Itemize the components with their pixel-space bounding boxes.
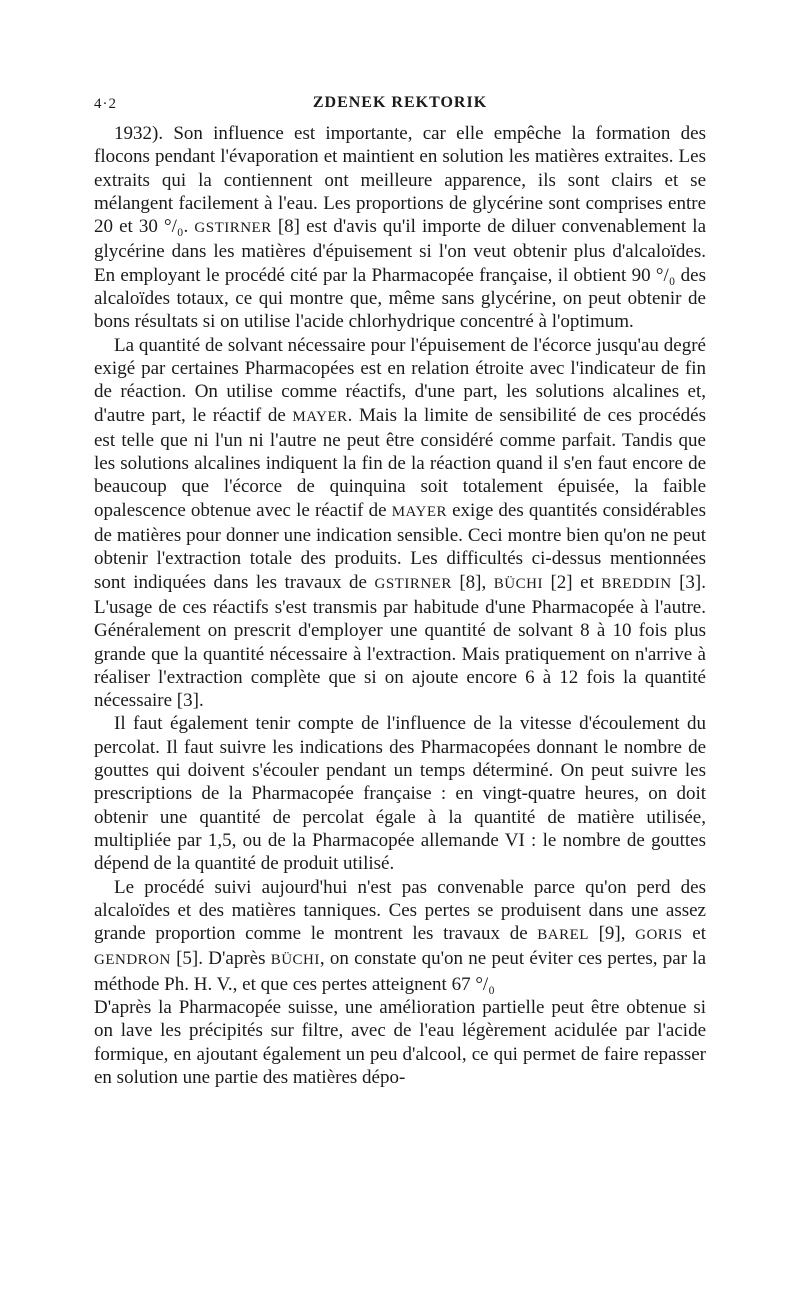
text-segment: , on constate qu'on ne peut éviter ces pertes, par la méthode Ph. H. V., et que ces pertes atteignent 67 °/₀ xyxy=(94,948,706,995)
author-name: GORIS xyxy=(635,927,683,944)
text-segment: Il faut également tenir compte de l'influence de la vitesse d'écoulement du percolat. Il faut suivre les indications des Pharmacopées donnant le nombre de gouttes qui doivent s'écouler pendant un temps déterminé. On peut suivre les prescriptions de la Pharmacopée française : en vingt-quatre heures, on doit obtenir une quantité de percolat égale à la quantité de matière utilisée, multipliée par 1,5, ou de la Pharmacopée allemande VI : le nombre de gouttes dépend de la quantité de produit utilisé. xyxy=(94,713,706,875)
author-name: MAYER xyxy=(391,503,447,520)
document-page xyxy=(94,92,706,1089)
author-name: BAREL xyxy=(537,927,589,944)
page-header xyxy=(94,92,706,122)
text-segment: Le procédé suivi aujourd'hui n'est pas convenable parce qu'on perd des alcaloïdes et des matières tanniques. Ces pertes se produisent dans une assez grande proportion comme le montrent les travaux de xyxy=(94,876,706,945)
paragraph-p2 xyxy=(94,334,706,713)
text-segment: exige des quantités considérables de matières pour donner une indication sensible. Ceci montre bien qu'on ne peut obtenir l'extraction totale des produits. Les difficultés ci-dessus mentionnées sont indiquées dans les travaux de xyxy=(94,499,706,593)
text-segment: [5]. D'après xyxy=(170,948,271,970)
text-segment: D'après la Pharmacopée suisse, une amélioration partielle peut être obtenue si on lave les précipités sur filtre, avec de l'eau légèrement acidulée par l'acide formique, en ajoutant également un peu d'alcool, ce qui permet de faire repasser en solution une partie des matières dépo- xyxy=(94,996,706,1088)
text-segment: [9], xyxy=(588,923,636,945)
author-name: GSTIRNER xyxy=(194,220,272,237)
author-name: BÜCHI xyxy=(270,952,320,969)
text-segment: et xyxy=(682,923,706,945)
paragraph-p1 xyxy=(94,122,706,334)
author-name: GENDRON xyxy=(94,952,171,969)
paragraph-p5 xyxy=(94,996,706,1089)
text-segment: . Mais la limite de sensibilité de ces procédés est telle que ni l'un ni l'autre ne peut être considéré comme parfait. Tandis que les solutions alcalines indiquent la fin de la réaction quand il s'en faut encore de beaucoup que l'écorce de quinquina soit totalement épuisée, la faible opalescence obtenue avec le réactif de xyxy=(94,404,707,521)
text-segment: [8] est d'avis qu'il importe de diluer convenablement la glycérine dans les matières d'épuisement si l'on veut obtenir plus d'alcaloïdes. En employant le procédé cité par la Pharmacopée française, il obtient 90 °/₀ des alcaloïdes totaux, ce qui montre que, même sans glycérine, on peut obtenir de bons résultats si on utilise l'acide chlorhydrique concentré à l'optimum. xyxy=(94,216,706,333)
text-segment: 1932). Son influence est importante, car elle empêche la formation des flocons pendant l'évaporation et maintient en solution les matières extraites. Les extraits qui la contiennent ont meilleure apparence, ils sont clairs et se mélangent facilement à l'eau. Les proportions de glycérine sont comprises entre 20 et 30 °/₀. xyxy=(94,123,706,238)
author-name: BREDDIN xyxy=(601,575,672,592)
author-name: GSTIRNER xyxy=(374,575,452,592)
author-name: BÜCHI xyxy=(493,575,543,592)
body-text xyxy=(94,122,706,1089)
text-segment: [8], xyxy=(451,571,494,593)
paragraph-p4 xyxy=(94,876,706,996)
author-name: MAYER xyxy=(292,408,348,425)
paragraph-p3 xyxy=(94,712,706,875)
text-segment: La quantité de solvant nécessaire pour l'épuisement de l'écorce jusqu'au degré exigé par certaines Pharmacopées est en relation étroite avec l'indicateur de fin de réaction. On utilise comme réactifs, d'une part, les solutions alcalines et, d'autre part, le réactif de xyxy=(94,334,706,426)
page-number: 4·2 xyxy=(94,96,117,112)
text-segment: [3]. L'usage de ces réactifs s'est transmis par habitude d'une Pharmacopée à l'autre. Généralement on prescrit d'employer une quantité de solvant 8 à 10 fois plus grande que la quantité nécessaire à l'extraction. Mais pratiquement on n'arrive à réaliser l'extraction complète que si on ajoute encore 6 à 12 fois la quantité nécessaire [3]. xyxy=(94,571,706,712)
text-segment: [2] et xyxy=(542,571,602,593)
running-title: ZDENEK REKTORIK xyxy=(312,94,488,111)
